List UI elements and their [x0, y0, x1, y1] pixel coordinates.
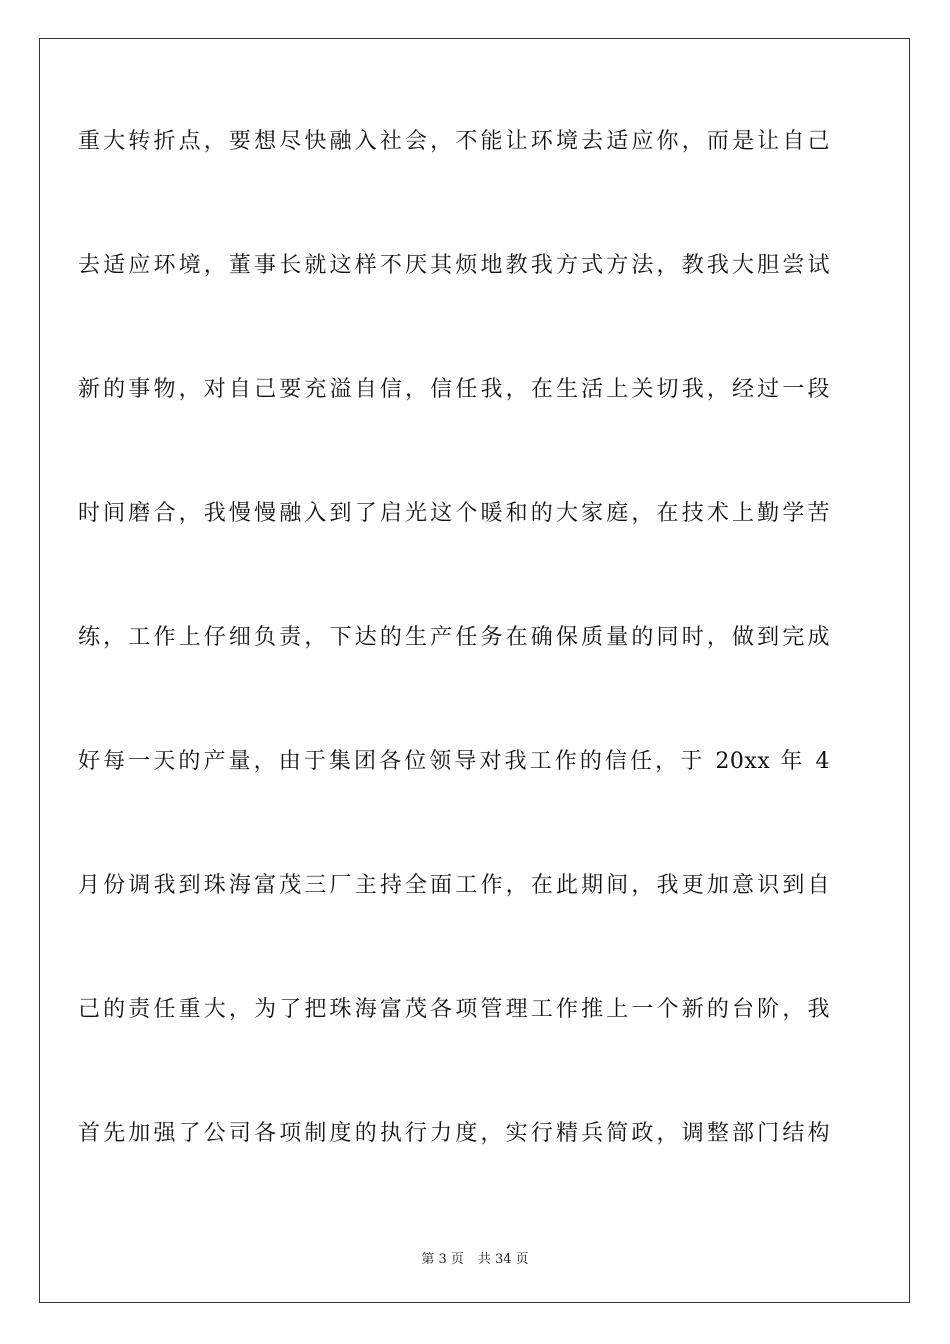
page-total: 共 34 页 [477, 1252, 529, 1267]
text-line: 新的事物，对自己要充溢自信，信任我，在生活上关切我，经过一段 [78, 377, 830, 402]
text-line: 好每一天的产量，由于集团各位领导对我工作的信任，于 20xx 年 4 [78, 749, 830, 774]
text-line: 去适应环境，董事长就这样不厌其烦地教我方式方法，教我大胆尝试 [78, 253, 830, 278]
document-body [78, 127, 838, 1243]
text-line: 首先加强了公司各项制度的执行力度，实行精兵简政，调整部门结构 [78, 1121, 830, 1146]
text-line: 己的责任重大，为了把珠海富茂各项管理工作推上一个新的台阶，我 [78, 997, 830, 1022]
text-line: 月份调我到珠海富茂三厂主持全面工作，在此期间，我更加意识到自 [78, 873, 830, 898]
page-footer [0, 1248, 950, 1267]
text-line: 重大转折点，要想尽快融入社会，不能让环境去适应你，而是让自己 [78, 129, 830, 154]
text-line: 时间磨合，我慢慢融入到了启光这个暖和的大家庭，在技术上勤学苦 [78, 501, 830, 526]
text-line: 练，工作上仔细负责，下达的生产任务在确保质量的同时，做到完成 [78, 625, 830, 650]
page-number: 第 3 页 [421, 1252, 464, 1267]
